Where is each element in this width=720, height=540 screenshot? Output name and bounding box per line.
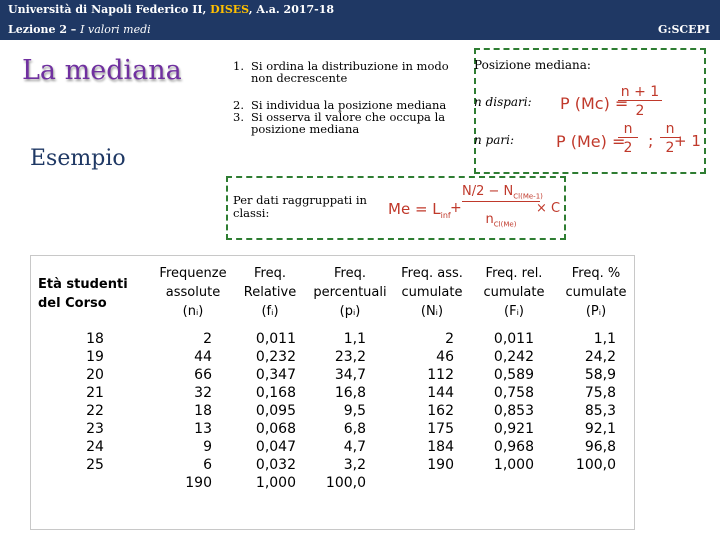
- header-Ni-line3: (Nᵢ): [420, 304, 444, 319]
- cell-ni: 32: [194, 385, 212, 401]
- grouped-formula-plus: +: [450, 200, 462, 216]
- lesson-title: I valori medi: [80, 23, 151, 36]
- position-title: Posizione mediana:: [474, 58, 591, 72]
- header-fi-line3: (fᵢ): [261, 304, 279, 319]
- header-Fi: [474, 264, 554, 321]
- cell-ni: 44: [194, 349, 212, 365]
- cell-Ni: 184: [427, 439, 454, 455]
- grouped-formula-times: × C: [536, 201, 561, 216]
- cell-pi: 16,8: [334, 385, 366, 401]
- header-university: [8, 3, 334, 16]
- cell-Fi: 0,589: [493, 367, 534, 383]
- lesson-number: Lezione 2 –: [8, 23, 81, 36]
- header-pi-line1: Freq.: [334, 266, 366, 281]
- header-ni: [150, 264, 236, 321]
- cell-ni: 13: [194, 421, 212, 437]
- header-Pi-line1: Freq. %: [571, 266, 621, 281]
- cell-Pi: 96,8: [584, 439, 616, 455]
- cell-pi: 3,2: [343, 457, 366, 473]
- even-formula-denominator-1: 2: [623, 140, 633, 156]
- header-pi-line3: (pᵢ): [339, 304, 361, 319]
- cell-fi: 0,047: [255, 439, 296, 455]
- col-ages: [78, 330, 112, 474]
- col-ni: [170, 330, 212, 492]
- col-pi: [316, 330, 366, 492]
- cell-Fi: 0,758: [493, 385, 534, 401]
- col-Ni: [412, 330, 454, 474]
- cell-Fi: 0,242: [493, 349, 534, 365]
- col-fi: [244, 330, 296, 492]
- cell-pi: 4,7: [343, 439, 366, 455]
- grouped-formula-denominator-text: n: [485, 212, 494, 227]
- university-name: Università di Napoli Federico II,: [8, 3, 207, 16]
- cell-age: 22: [86, 403, 104, 419]
- grouped-formula-numerator-sub: Cl(Me-1): [513, 192, 543, 201]
- header-age: [38, 275, 148, 313]
- grouped-formula-numerator-text: N/2 − N: [462, 184, 514, 199]
- cell-pi: 23,2: [334, 349, 366, 365]
- cell-age: 24: [86, 439, 104, 455]
- odd-formula-lhs: P (Mc) =: [560, 94, 629, 113]
- cell-Pi: 24,2: [584, 349, 616, 365]
- header-Ni-line2: cumulate: [401, 285, 463, 300]
- header-Fi-line2: cumulate: [483, 285, 545, 300]
- col-Fi: [480, 330, 534, 474]
- cell-fi-total: 1,000: [255, 475, 296, 491]
- header-Ni: [394, 264, 470, 321]
- grouped-formula-denominator-sub: Cl(Me): [493, 220, 517, 229]
- even-formula-numerator-1: n: [618, 121, 638, 138]
- cell-fi: 0,168: [255, 385, 296, 401]
- cell-Ni: 162: [427, 403, 454, 419]
- cell-ni: 66: [194, 367, 212, 383]
- even-formula-denominator-2: 2: [665, 140, 675, 156]
- cell-ni: 2: [203, 331, 212, 347]
- cell-age: 20: [86, 367, 104, 383]
- header-Pi-line3: (Pᵢ): [585, 304, 607, 319]
- odd-label: n dispari:: [474, 95, 532, 109]
- header-Fi-line3: (Fᵢ): [504, 304, 524, 319]
- cell-ni: 9: [203, 439, 212, 455]
- cell-Ni: 2: [445, 331, 454, 347]
- even-formula-lhs: P (Me) =: [556, 132, 626, 151]
- even-label: n pari:: [474, 133, 514, 147]
- grouped-label: Per dati raggruppati in classi:: [233, 193, 367, 220]
- cell-fi: 0,095: [255, 403, 296, 419]
- header-Pi: [558, 264, 634, 321]
- header-fi-line2: Relative: [243, 285, 297, 300]
- cell-pi: 6,8: [343, 421, 366, 437]
- example-label: Esempio: [30, 146, 126, 171]
- cell-fi: 0,032: [255, 457, 296, 473]
- cell-age: 23: [86, 421, 104, 437]
- col-Pi: [566, 330, 616, 474]
- cell-fi: 0,011: [255, 331, 296, 347]
- cell-pi-total: 100,0: [325, 475, 366, 491]
- header-fi-line1: Freq.: [254, 266, 286, 281]
- cell-fi: 0,347: [255, 367, 296, 383]
- grouped-formula-sub: inf: [440, 211, 451, 220]
- odd-formula-denominator: 2: [635, 103, 645, 119]
- cell-age: 21: [86, 385, 104, 401]
- grouped-formula-lhs-text: Me = L: [388, 200, 441, 218]
- cell-Pi: 75,8: [584, 385, 616, 401]
- cell-Pi: 100,0: [575, 457, 616, 473]
- cell-Pi: 58,9: [584, 367, 616, 383]
- step-text: Si ordina la distribuzione in modo non decrescente: [251, 59, 449, 85]
- header-Fi-line1: Freq. rel.: [485, 266, 543, 281]
- academic-year: , A.a. 2017-18: [248, 3, 335, 16]
- step-item: [233, 111, 463, 135]
- step-number: 3.: [233, 110, 244, 124]
- even-formula-plus-one: + 1: [674, 132, 701, 150]
- cell-Pi: 85,3: [584, 403, 616, 419]
- step-text: Si individua la posizione mediana: [251, 98, 447, 112]
- grouped-formula-denominator: [462, 212, 540, 229]
- cell-pi: 9,5: [343, 403, 366, 419]
- step-item: [233, 60, 463, 84]
- header-ni-line3: (nᵢ): [182, 304, 204, 319]
- step-number: 1.: [233, 59, 244, 73]
- cell-Ni: 46: [436, 349, 454, 365]
- cell-Fi: 0,921: [493, 421, 534, 437]
- cell-Fi: 1,000: [493, 457, 534, 473]
- odd-formula-numerator: n + 1: [618, 84, 662, 101]
- header-age-line2: del Corso: [38, 296, 107, 311]
- cell-fi: 0,232: [255, 349, 296, 365]
- cell-Ni: 112: [427, 367, 454, 383]
- cell-Ni: 144: [427, 385, 454, 401]
- course-code: G:SCEPI: [658, 23, 710, 36]
- cell-Fi: 0,853: [493, 403, 534, 419]
- header-pi-line2: percentuali: [313, 285, 387, 300]
- cell-ni: 6: [203, 457, 212, 473]
- cell-age: 18: [86, 331, 104, 347]
- cell-Fi: 0,968: [493, 439, 534, 455]
- header-pi: [306, 264, 394, 321]
- grouped-formula-lhs: [388, 200, 451, 220]
- even-formula-numerator-2: n: [660, 121, 680, 138]
- cell-age: 19: [86, 349, 104, 365]
- cell-age: 25: [86, 457, 104, 473]
- cell-pi: 34,7: [334, 367, 366, 383]
- header-Ni-line1: Freq. ass.: [401, 266, 463, 281]
- cell-Ni: 190: [427, 457, 454, 473]
- step-number: 2.: [233, 98, 244, 112]
- steps-list: [233, 60, 463, 150]
- header-age-line1: Età studenti: [38, 277, 128, 292]
- cell-Pi: 92,1: [584, 421, 616, 437]
- cell-ni-total: 190: [185, 475, 212, 491]
- cell-Fi: 0,011: [493, 331, 534, 347]
- header-lesson: [8, 23, 151, 36]
- header-fi: [236, 264, 304, 321]
- cell-pi: 1,1: [343, 331, 366, 347]
- cell-Pi: 1,1: [593, 331, 616, 347]
- page-title: La mediana: [22, 55, 182, 86]
- header-Pi-line2: cumulate: [565, 285, 627, 300]
- header-ni-line1: Frequenze: [159, 266, 227, 281]
- even-formula-separator: ;: [648, 131, 654, 150]
- department-name: DISES: [210, 3, 249, 16]
- header-ni-line2: assolute: [165, 285, 221, 300]
- cell-Ni: 175: [427, 421, 454, 437]
- cell-ni: 18: [194, 403, 212, 419]
- cell-fi: 0,068: [255, 421, 296, 437]
- header-bar: [0, 0, 720, 40]
- grouped-formula-numerator: [462, 184, 543, 202]
- step-text: Si osserva il valore che occupa la posizione mediana: [251, 110, 446, 136]
